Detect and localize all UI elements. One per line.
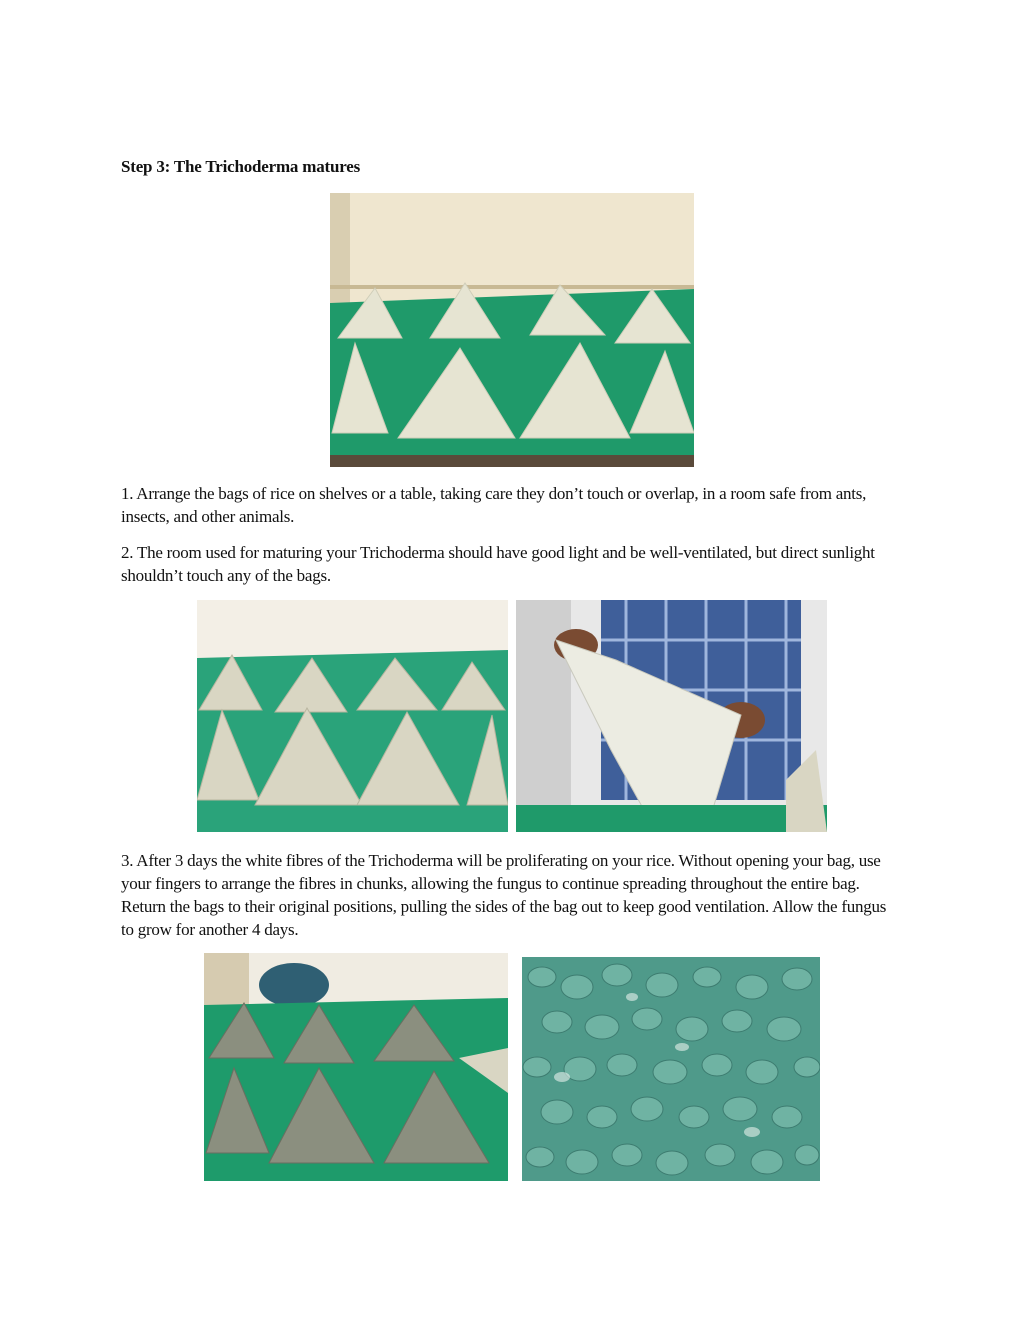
photo-fungus-closeup bbox=[522, 957, 820, 1181]
photo-bags-on-table bbox=[330, 193, 694, 467]
paragraph-1: 1. Arrange the bags of rice on shelves or a table, taking care they don’t touch or overlap, in a room safe from ants, insects, and other animals. bbox=[121, 484, 867, 526]
paragraph-2: 2. The room used for maturing your Trichoderma should have good light and be well-ventilated, but direct sunlight shouldn’t touch any of the bags. bbox=[121, 543, 875, 585]
paragraph-3: 3. After 3 days the white fibres of the Trichoderma will be proliferating on your rice. Without opening your bag, use your fingers to arrange the fibres in chunks, allowing the fungus to continue spreading throughout the entire bag. Return the bags to their original positions, pulling the sides of the bag out to keep good ventilation. Allow the fungus to grow for another 4 days. bbox=[121, 851, 887, 939]
step-heading: Step 3: The Trichoderma matures bbox=[121, 157, 361, 176]
photo-bags-mature bbox=[204, 953, 508, 1181]
photo-hands-holding-bag bbox=[516, 600, 827, 832]
photo-bags-closeup bbox=[197, 600, 508, 832]
